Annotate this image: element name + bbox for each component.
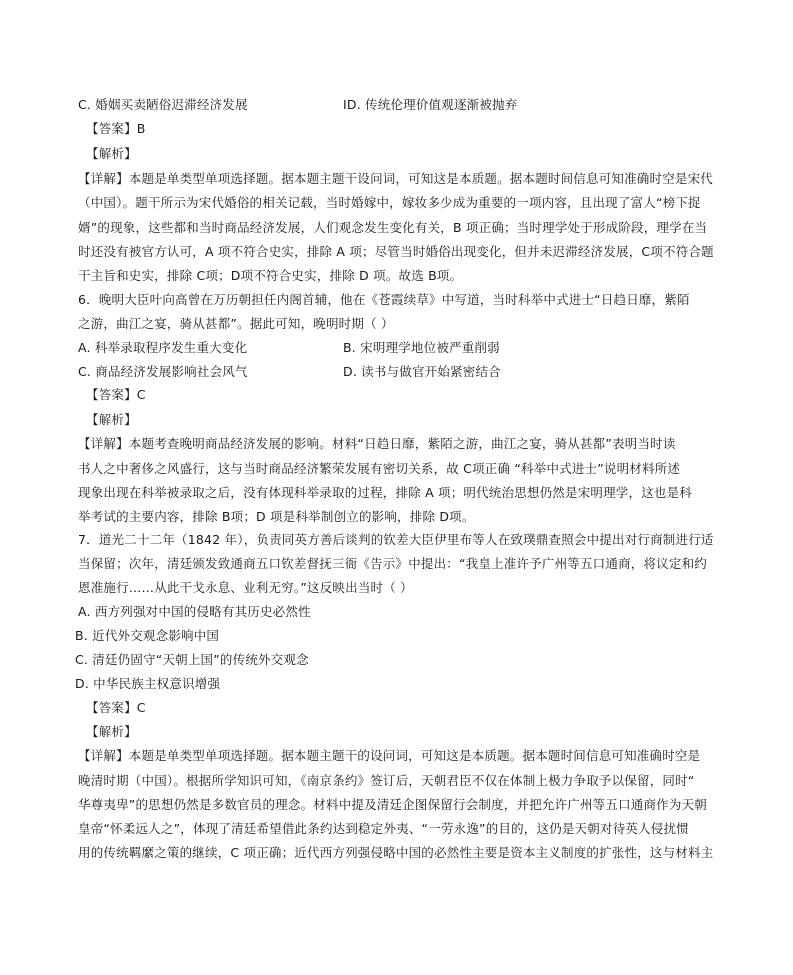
- q6-analysis-label: 【解析】: [86, 412, 137, 427]
- q6-detail-line: 书人之中奢侈之风盛行，这与当时商品经济繁荣发展有密切关系，故 C项正确 “科举中式进士”说明材料所述: [78, 461, 681, 476]
- q6-stem-line: 之游，曲江之宴，骑从甚都”。据此可知，晚明时期（ ）: [78, 316, 394, 331]
- q5-detail-line: 【详解】本题是单类型单项选择题。据本题主题干设问词，可知这是本质题。据本题时间信息可知准确时空是宋代: [78, 171, 714, 186]
- q6-option-d: D. 读书与做官开始紧密结合: [343, 364, 501, 379]
- q5-detail-line: 婿”的现象，这些都和当时商品经济发展，人们观念发生变化有关，B 项正确；当时理学处于形成阶段，理学在当: [78, 220, 708, 235]
- q5-detail-line: 时还没有被官方认可，A 项不符合史实，排除 A 项；尽管当时婚俗出现变化，但并未迟滞经济发展，C项不符合题: [78, 244, 714, 259]
- q7-option-c: C. 清廷仍固守“天朝上国”的传统外交观念: [75, 652, 309, 667]
- q6-detail-line: 【详解】本题考查晚明商品经济发展的影响。材料“日趋日靡，紫陌之游，曲江之宴，骑从甚都”表明当时读: [78, 436, 676, 451]
- q7-detail-line: 皇帝“怀柔远人之”，体现了清廷希望借此条约达到稳定外夷、“一劳永逸”的目的，这仍是天朝对待英人侵扰惯: [78, 821, 689, 836]
- q5-detail-line: 干主旨和史实，排除 C项；D项不符合史实，排除 D 项。故选 B项。: [78, 268, 463, 283]
- q7-option-d: D. 中华民族主权意识增强: [75, 676, 221, 691]
- q5-answer: 【答案】B: [86, 121, 146, 136]
- q6-option-a: A. 科举录取程序发生重大变化: [78, 340, 248, 355]
- q6-answer: 【答案】C: [86, 387, 146, 402]
- q7-option-b: B. 近代外交观念影响中国: [75, 628, 220, 643]
- q7-detail-line: 晚清时期（中国）。根据所学知识可知，《南京条约》签订后，天朝君臣不仅在体制上极力争取予以保留，同时“: [78, 773, 695, 788]
- q7-stem-line: 7．道光二十二年（1842 年），负责同英方善后谈判的钦差大臣伊里布等人在致璞鼎查照会中提出对行商制进行适: [78, 532, 714, 547]
- q7-detail-line: 【详解】本题是单类型单项选择题。据本题主题干的设问词，可知这是本质题。据本题时间信息可知准确时空是: [78, 748, 701, 763]
- q5-detail-line: （中国）。题干所示为宋代婚俗的相关记载，当时婚嫁中，嫁妆多少成为重要的一项内容，且出现了富人“榜下捉: [78, 195, 701, 210]
- q7-stem-line: 恩准施行……从此干戈永息、业利无穷。”这反映出当时（ ）: [78, 580, 413, 595]
- q6-option-b: B. 宋明理学地位被严重削弱: [343, 340, 500, 355]
- q7-detail-line: 华尊夷卑”的思想仍然是多数官员的理念。材料中提及清廷企图保留行会制度，并把允许广州等五口通商作为天朝: [78, 797, 707, 812]
- q6-detail-line: 现象出现在科举被录取之后，没有体现科举录取的过程，排除 A 项；明代统治思想仍然是宋明理学，这也是科: [78, 485, 692, 500]
- q7-answer: 【答案】C: [86, 700, 146, 715]
- q6-stem-line: 6．晚明大臣叶向高曾在万历朝担任内阁首辅，他在《苍霞续草》中写道，当时科举中式进士“日趋日靡，紫陌: [78, 292, 690, 307]
- q7-detail-line: 用的传统羁縻之策的继续，C 项正确；近代西方列强侵略中国的必然性主要是资本主义制度的扩张性，这与材料主: [78, 845, 714, 860]
- q7-stem-line: 当保留；次年，清廷颁发致通商五口钦差督抚三衙《告示》中提出：“我皇上准许予广州等五口通商，将议定和约: [78, 556, 707, 571]
- q6-detail-line: 举考试的主要内容，排除 B项；D 项是科举制创立的影响，排除 D项。: [78, 509, 475, 524]
- q7-option-a: A. 西方列强对中国的侵略有其历史必然性: [78, 604, 311, 619]
- q7-analysis-label: 【解析】: [86, 724, 137, 739]
- q5-option-d: ID. 传统伦理价值观逐渐被抛弃: [343, 97, 518, 112]
- q5-analysis-label: 【解析】: [86, 146, 137, 161]
- q6-option-c: C. 商品经济发展影响社会风气: [78, 364, 248, 379]
- q5-option-c: C. 婚姻买卖陋俗迟滞经济发展: [78, 97, 248, 112]
